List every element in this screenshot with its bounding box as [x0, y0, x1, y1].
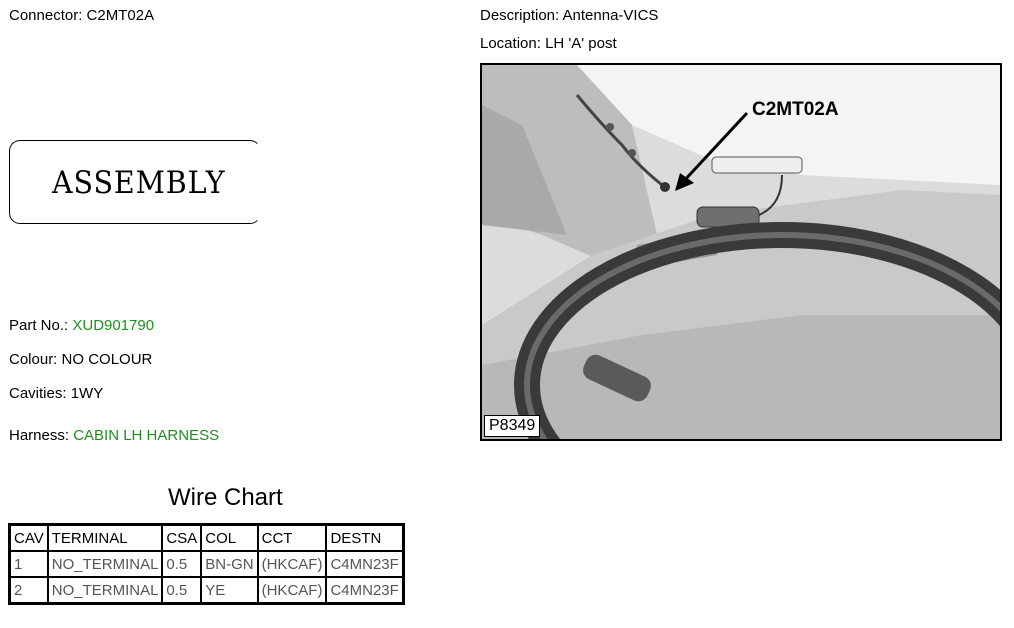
cell-cct: (HKCAF) — [258, 577, 327, 604]
cell-cct: (HKCAF) — [258, 551, 327, 577]
wire-chart-header-row — [10, 525, 404, 552]
cell-terminal: NO_TERMINAL — [48, 577, 163, 604]
cell-col: BN-GN — [201, 551, 257, 577]
location-value: LH 'A' post — [545, 35, 617, 52]
cell-csa: 0.5 — [162, 551, 201, 577]
cell-destn: C4MN23F — [326, 577, 403, 604]
harness-label: Harness: — [9, 427, 70, 444]
colour-value: NO COLOUR — [61, 351, 153, 368]
cell-col: YE — [201, 577, 257, 604]
dashboard-illustration — [482, 65, 1000, 439]
part-number-label: Part No.: — [9, 317, 69, 334]
colour-line — [9, 351, 152, 369]
assembly-text: ASSEMBLY — [52, 165, 226, 201]
location-photo — [480, 63, 1002, 441]
table-row — [10, 551, 404, 577]
description-line — [480, 7, 658, 25]
wire-chart-title: Wire Chart — [168, 484, 283, 511]
cell-csa: 0.5 — [162, 577, 201, 604]
connector-value: C2MT02A — [86, 7, 155, 24]
description-label: Description: — [480, 7, 560, 24]
header-destn: DESTN — [326, 525, 403, 552]
location-line — [480, 35, 617, 53]
cell-terminal: NO_TERMINAL — [48, 551, 163, 577]
connector-label: Connector: — [9, 7, 83, 24]
header-csa: CSA — [162, 525, 201, 552]
header-terminal: TERMINAL — [48, 525, 163, 552]
part-number-line — [9, 317, 154, 335]
description-value: Antenna-VICS — [562, 7, 659, 24]
colour-label: Colour: — [9, 351, 58, 368]
cell-cav: 1 — [10, 551, 48, 577]
cell-destn: C4MN23F — [326, 551, 403, 577]
cell-cav: 2 — [10, 577, 48, 604]
cavities-value: 1WY — [70, 385, 104, 402]
header-cct: CCT — [258, 525, 327, 552]
photo-reference-number: P8349 — [484, 415, 540, 437]
harness-line — [9, 427, 219, 445]
photo-callout-label: C2MT02A — [752, 99, 839, 120]
cavities-label: Cavities: — [9, 385, 67, 402]
connector-line — [9, 7, 154, 25]
assembly-box — [9, 140, 261, 224]
table-row — [10, 577, 404, 604]
cavities-line — [9, 385, 103, 403]
wire-chart-table — [8, 523, 405, 605]
header-cav: CAV — [10, 525, 48, 552]
location-label: Location: — [480, 35, 541, 52]
harness-link[interactable]: CABIN LH HARNESS — [73, 427, 220, 444]
part-number-link[interactable]: XUD901790 — [72, 317, 155, 334]
header-col: COL — [201, 525, 257, 552]
